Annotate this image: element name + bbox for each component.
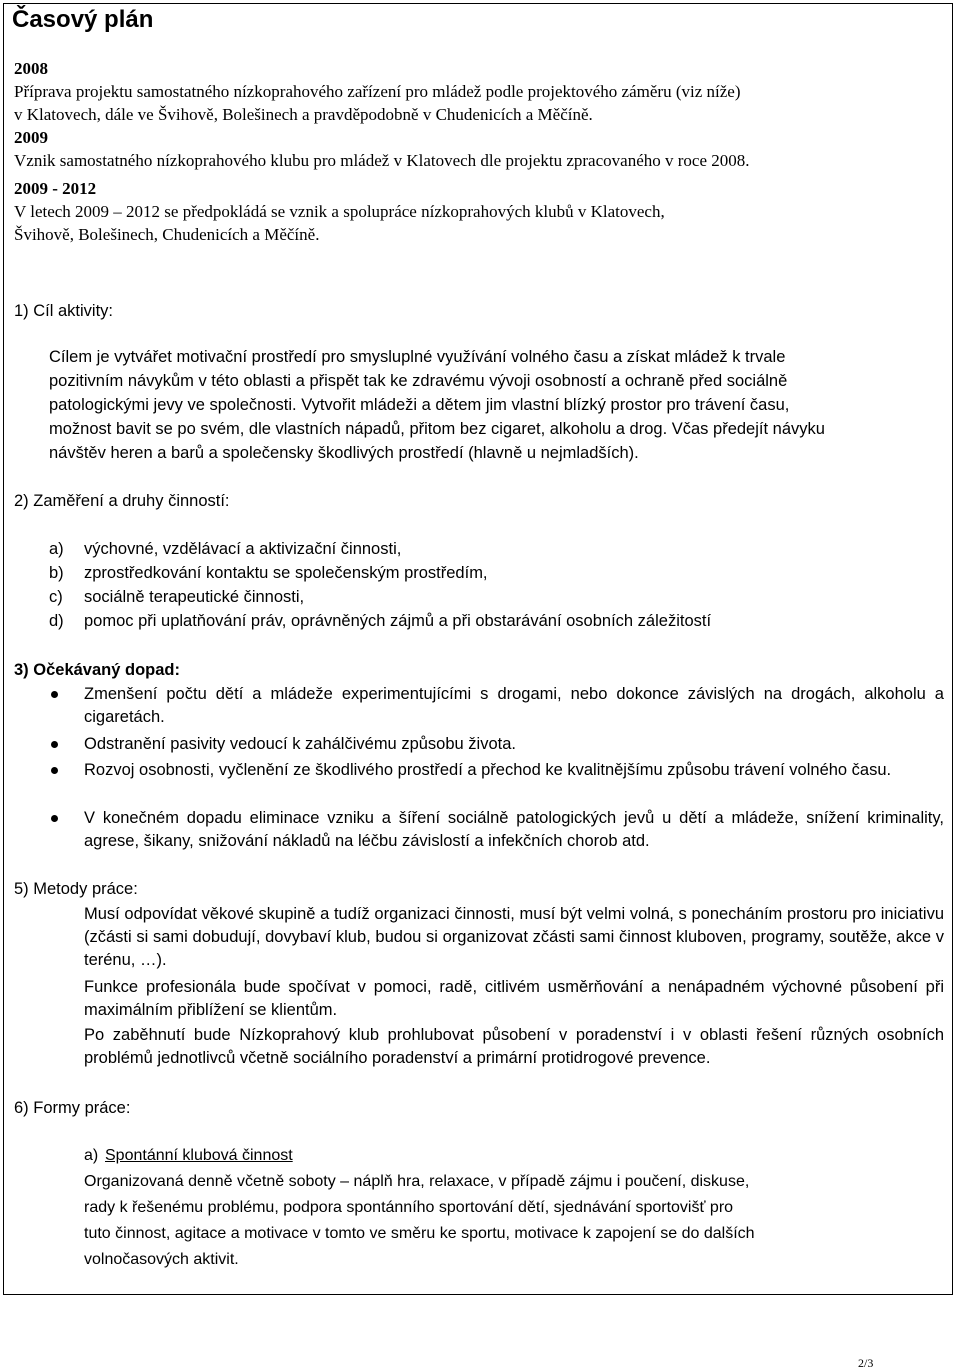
section-heading: 1) Cíl aktivity: — [14, 302, 114, 320]
content-frame — [3, 3, 953, 1295]
timeline-line: Příprava projektu samostatného nízkoprahového zařízení pro mládež podle projektového záměru (viz níže) — [14, 82, 741, 101]
timeline-line: Švihově, Bolešinech, Chudenicích a Měčíně. — [14, 225, 320, 244]
list-item: výchovné, vzdělávací a aktivizační činnosti, — [84, 540, 402, 558]
bullet-icon — [51, 815, 58, 822]
list-item: sociálně terapeutické činnosti, — [84, 588, 305, 606]
timeline-line: V letech 2009 – 2012 se předpokládá se vznik a spolupráce nízkoprahových klubů v Klatovech, — [14, 202, 665, 221]
section-heading: 2) Zaměření a druhy činností: — [14, 492, 230, 510]
bullet-icon — [51, 767, 58, 774]
list-letter: c) — [49, 588, 63, 606]
bullet-item: Odstranění pasivity vedoucí k zahálčivému způsobu života. — [84, 735, 516, 753]
page-title: Časový plán — [12, 6, 154, 33]
timeline-year: 2009 — [14, 128, 48, 147]
list-item: pomoc při uplatňování práv, oprávněných zájmů a při obstarávání osobních záležitostí — [84, 612, 712, 630]
paragraph: Funkce profesionála bude spočívat v pomoci, radě, citlivém usměrňování a nenápadném výchovné působení při maximálním přiblížení se klientům. — [84, 978, 944, 1019]
list-letter: a) — [49, 540, 64, 558]
timeline-line: v Klatovech, dále ve Švihově, Bolešinech a pravděpodobně v Chudenicích a Měčíně. — [14, 105, 593, 124]
bullet-icon — [51, 741, 58, 748]
paragraph: Po zaběhnutí bude Nízkoprahový klub prohlubovat působení v poradenství i v oblasti řešení různých osobních problémů jednotlivců včetně sociálního poradenství a primární protidrogové prevence. — [84, 1026, 944, 1067]
paragraph-line: Organizovaná denně včetně soboty – náplň hra, relaxace, v případě zájmu i poučení, diskuse, — [84, 1173, 750, 1190]
paragraph-line: patologickými jevy ve společnosti. Vytvořit mládeži a dětem jim vlastní blízký prostor pro trávení času, — [49, 396, 790, 414]
paragraph-line: tuto činnost, agitace a motivace v tomto ve směru ke sportu, motivace k zapojení se do dalších — [84, 1225, 755, 1242]
timeline-year: 2008 — [14, 59, 48, 78]
paragraph-line: možnost bavit se po svém, dle vlastních nápadů, přitom bez cigaret, alkoholu a drog. Včas předejít návyku — [49, 420, 825, 438]
section-heading: 5) Metody práce: — [14, 880, 138, 898]
paragraph: Musí odpovídat věkové skupině a tudíž organizaci činnosti, musí být velmi volná, s ponecháním prostoru pro iniciativu (zčásti si sami dobudují, dovybaví klub, budou si organizovat zčásti sami činnost kluboven, programy, soutěže, akce v terénu, …). — [84, 905, 944, 969]
list-letter: b) — [49, 564, 64, 582]
bullet-item: V konečném dopadu eliminace vzniku a šíření sociálně patologických jevů u dětí a mládeže, snížení kriminality, agrese, šikany, snižování nákladů na léčbu závislostí a infekčních chorob atd. — [84, 809, 944, 850]
page-number: 2/3 — [858, 1356, 874, 1370]
section-heading: 3) Očekávaný dopad: — [14, 661, 180, 679]
paragraph-line: pozitivním návykům v této oblasti a přispět tak ke zdravému vývoji osobností a ochraně před sociálně — [49, 372, 788, 390]
bullet-item: Rozvoj osobnosti, vyčlenění ze škodlivého prostředí a přechod ke kvalitnějšímu způsobu trávení volného času. — [84, 761, 892, 779]
sub-letter: a) — [84, 1147, 99, 1164]
list-item: zprostředkování kontaktu se společenským prostředím, — [84, 564, 488, 582]
timeline-line: Vznik samostatného nízkoprahového klubu pro mládež v Klatovech dle projektu zpracovaného v roce 2008. — [14, 151, 750, 170]
bullet-icon — [51, 691, 58, 698]
section-heading: 6) Formy práce: — [14, 1099, 131, 1117]
paragraph-line: Cílem je vytvářet motivační prostředí pro smysluplné využívání volného času a získat mládež k trvale — [49, 348, 786, 366]
timeline-year: 2009 - 2012 — [14, 179, 97, 198]
bullet-item: Zmenšení počtu dětí a mládeže experimentujícími s drogami, nebo dokonce závislých na drogách, alkoholu a cigaretách. — [84, 685, 944, 726]
paragraph-line: návštěv heren a barů a společensky škodlivých prostředí (hlavně u nejmladších). — [49, 444, 639, 462]
sub-title: Spontánní klubová činnost — [105, 1147, 293, 1164]
list-letter: d) — [49, 612, 64, 630]
paragraph-line: volnočasových aktivit. — [84, 1251, 239, 1268]
paragraph-line: rady k řešenému problému, podpora spontánního sportování dětí, sjednávání sportovišť pro — [84, 1199, 734, 1216]
